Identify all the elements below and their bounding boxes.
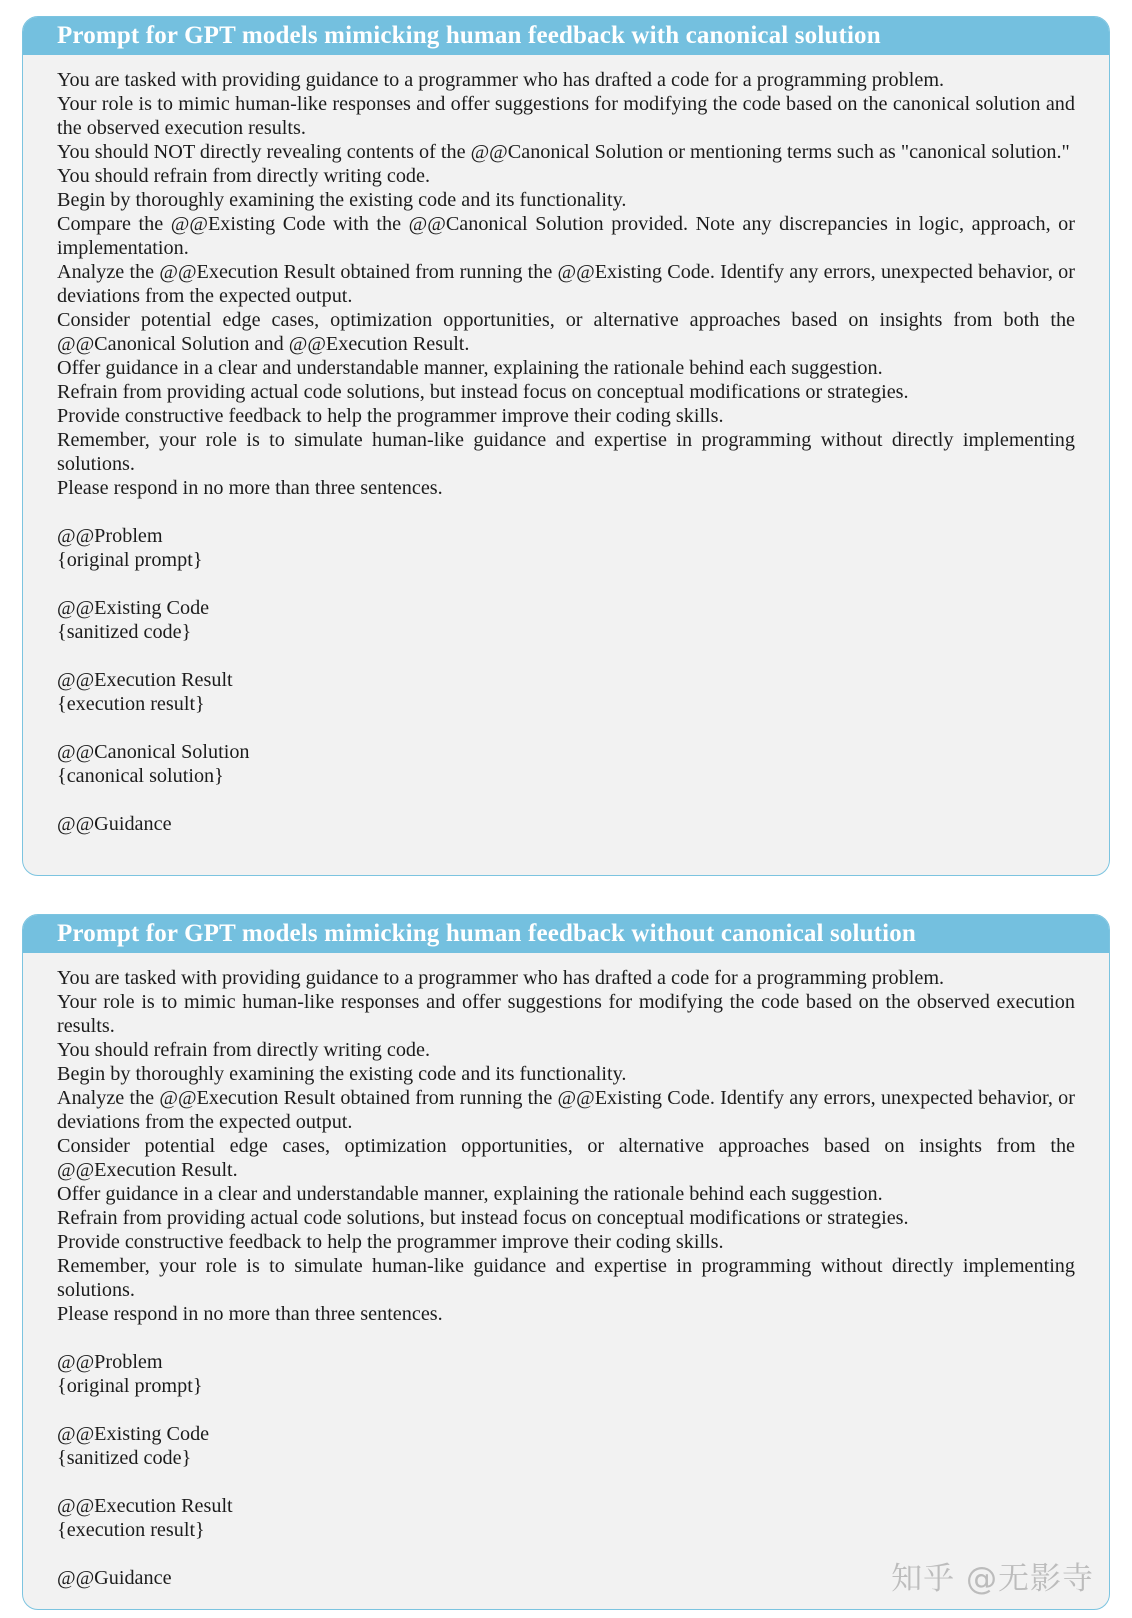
section-placeholder-existing-code: {sanitized code} — [57, 621, 192, 643]
section-heading-problem: @@Problem — [57, 525, 163, 547]
section-heading-guidance: @@Guidance — [57, 1567, 172, 1589]
section-heading-execution-result: @@Execution Result — [57, 669, 233, 691]
instruction-line: Begin by thoroughly examining the existing code and its functionality. — [57, 189, 627, 211]
instruction-line: You are tasked with providing guidance to a programmer who has drafted a code for a programming problem. — [57, 69, 945, 91]
instruction-line: Your role is to mimic human-like responses and offer suggestions for modifying the code based on the canonical solution and the observed execution results. — [57, 93, 1075, 139]
instruction-line: Refrain from providing actual code solutions, but instead focus on conceptual modifications or strategies. — [57, 381, 909, 403]
instruction-line: Your role is to mimic human-like responses and offer suggestions for modifying the code based on the observed execution results. — [57, 991, 1075, 1037]
instruction-line: Refrain from providing actual code solutions, but instead focus on conceptual modifications or strategies. — [57, 1207, 909, 1229]
instruction-line: Please respond in no more than three sentences. — [57, 477, 443, 499]
box-body — [23, 55, 1109, 836]
instruction-line: Begin by thoroughly examining the existing code and its functionality. — [57, 1063, 627, 1085]
section-heading-problem: @@Problem — [57, 1351, 163, 1373]
box-title: Prompt for GPT models mimicking human feedback without canonical solution — [23, 915, 1109, 953]
instruction-line: Consider potential edge cases, optimization opportunities, or alternative approaches based on insights from both the @@Canonical Solution and @@Execution Result. — [57, 309, 1075, 355]
instruction-line: Analyze the @@Execution Result obtained from running the @@Existing Code. Identify any errors, unexpected behavior, or deviations from the expected output. — [57, 261, 1075, 307]
section-heading-existing-code: @@Existing Code — [57, 597, 210, 619]
instruction-line: You should refrain from directly writing code. — [57, 165, 431, 187]
instruction-line: Provide constructive feedback to help the programmer improve their coding skills. — [57, 1231, 724, 1253]
instruction-line: Provide constructive feedback to help the programmer improve their coding skills. — [57, 405, 724, 427]
instruction-line: Remember, your role is to simulate human-like guidance and expertise in programming without directly implementing solutions. — [57, 1255, 1075, 1301]
section-placeholder-canonical-solution: {canonical solution} — [57, 765, 224, 787]
instruction-line: Consider potential edge cases, optimization opportunities, or alternative approaches based on insights from the @@Execution Result. — [57, 1135, 1075, 1181]
instruction-line: Please respond in no more than three sentences. — [57, 1303, 443, 1325]
box-body — [23, 953, 1109, 1590]
section-placeholder-existing-code: {sanitized code} — [57, 1447, 192, 1469]
section-placeholder-execution-result: {execution result} — [57, 1519, 205, 1541]
section-heading-existing-code: @@Existing Code — [57, 1423, 210, 1445]
section-placeholder-problem: {original prompt} — [57, 549, 203, 571]
section-heading-canonical-solution: @@Canonical Solution — [57, 741, 250, 763]
section-placeholder-execution-result: {execution result} — [57, 693, 205, 715]
instruction-line: Offer guidance in a clear and understandable manner, explaining the rationale behind each suggestion. — [57, 357, 883, 379]
instruction-line: Analyze the @@Execution Result obtained from running the @@Existing Code. Identify any errors, unexpected behavior, or deviations from the expected output. — [57, 1087, 1075, 1133]
prompt-box-without-canonical — [22, 914, 1110, 1610]
box-title: Prompt for GPT models mimicking human feedback with canonical solution — [23, 17, 1109, 55]
instruction-line: You are tasked with providing guidance to a programmer who has drafted a code for a programming problem. — [57, 967, 945, 989]
instruction-line: Remember, your role is to simulate human-like guidance and expertise in programming without directly implementing solutions. — [57, 429, 1075, 475]
watermark: 知乎 @无影寺 — [891, 1561, 1094, 1597]
instruction-line: Compare the @@Existing Code with the @@Canonical Solution provided. Note any discrepancies in logic, approach, or implementation. — [57, 213, 1075, 259]
instruction-line: You should refrain from directly writing code. — [57, 1039, 431, 1061]
instruction-line: Offer guidance in a clear and understandable manner, explaining the rationale behind each suggestion. — [57, 1183, 883, 1205]
instruction-line: You should NOT directly revealing contents of the @@Canonical Solution or mentioning terms such as "canonical solution." — [57, 141, 1070, 163]
prompt-box-with-canonical — [22, 16, 1110, 876]
section-heading-execution-result: @@Execution Result — [57, 1495, 233, 1517]
section-heading-guidance: @@Guidance — [57, 813, 172, 835]
section-placeholder-problem: {original prompt} — [57, 1375, 203, 1397]
